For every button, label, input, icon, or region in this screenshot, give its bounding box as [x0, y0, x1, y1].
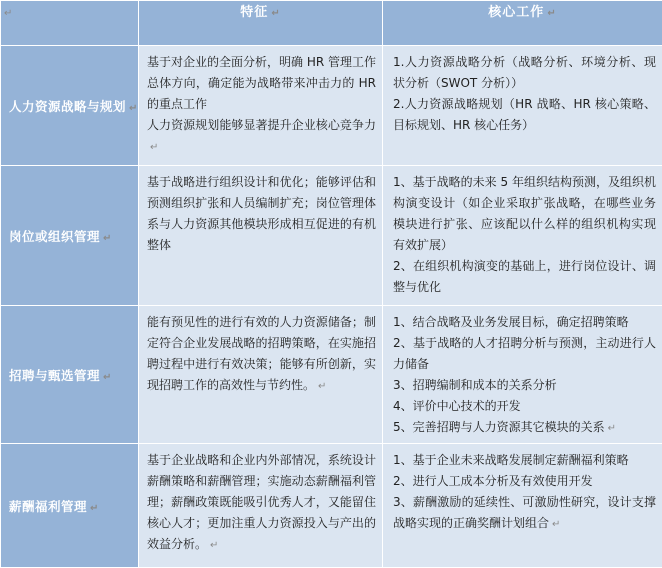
header-corner-cell	[1, 1, 139, 46]
work-item: 2、进行人工成本分析及有效使用开发	[393, 471, 656, 492]
work-item: 2、基于战略的人才招聘分析与预测，主动进行人力储备	[393, 333, 656, 375]
header-row	[1, 1, 662, 46]
header-work-label: 核心工作	[488, 5, 544, 20]
header-features-label: 特征	[240, 5, 268, 20]
work-item: 4、评价中心技术的开发	[393, 396, 656, 417]
features-cell	[139, 444, 383, 568]
work-item: 1、基于战略的未来 5 年组织结构预测，及组织机构演变设计（如企业采取扩张战略，在哪些业务模块进行扩张、应该配以什么样的组织机构实现有效扩展）	[393, 172, 656, 256]
row-title: 岗位或组织管理	[9, 229, 100, 244]
paragraph-mark: ↵	[103, 372, 112, 383]
paragraph-mark: ↵	[103, 233, 112, 244]
paragraph-mark: ↵	[271, 8, 280, 19]
work-item: 2、在组织机构演变的基础上，进行岗位设计、调整与优化	[393, 256, 656, 298]
paragraph-mark: ↵	[547, 8, 556, 19]
header-features-cell	[139, 1, 383, 46]
paragraph-mark: ↵	[552, 519, 560, 530]
row-title-cell	[1, 444, 139, 568]
work-cell	[383, 306, 662, 444]
paragraph-mark: ↵	[608, 423, 616, 434]
feature-text: 基于战略进行组织设计和优化；能够评估和预测组织扩张和人员编制扩充；岗位管理体系与人力资源其他模块形成相互促进的有机整体	[147, 172, 376, 256]
features-cell	[139, 166, 383, 306]
work-item: 1、基于企业未来战略发展制定薪酬福利策略	[393, 450, 656, 471]
paragraph-mark: ↵	[210, 540, 218, 551]
work-item: 5、完善招聘与人力资源其它模块的关系 ↵	[393, 417, 656, 439]
paragraph-mark: ↵	[129, 103, 138, 114]
row-title-cell	[1, 166, 139, 306]
work-item: 3、薪酬激励的延续性、可激励性研究，设计支撑战略实现的正确奖酬计划组合 ↵	[393, 492, 656, 535]
row-title: 人力资源战略与规划	[9, 99, 126, 114]
table-row	[1, 46, 662, 166]
row-title: 招聘与甄选管理	[9, 368, 100, 383]
feature-text: 能有预见性的进行有效的人力资源储备；制定符合企业发展战略的招聘策略，在实施招聘过程中进行有效决策；能够有所创新，实现招聘工作的高效性与节约性。 ↵	[147, 312, 376, 397]
row-title-cell	[1, 306, 139, 444]
feature-text: 基于对企业的全面分析，明确 HR 管理工作总体方向，确定能为战略带来冲击力的 HR 的重点工作	[147, 52, 376, 115]
row-title: 薪酬福利管理	[9, 499, 87, 514]
work-cell	[383, 166, 662, 306]
work-item: 2.人力资源战略规划（HR 战略、HR 核心策略、目标规划、HR 核心任务）	[393, 94, 656, 136]
table-row	[1, 306, 662, 444]
paragraph-mark: ↵	[4, 8, 12, 19]
work-item: 3、招聘编制和成本的关系分析	[393, 375, 656, 396]
work-cell	[383, 46, 662, 166]
table-row	[1, 166, 662, 306]
paragraph-mark: ↵	[318, 381, 326, 392]
paragraph-mark: ↵	[90, 503, 99, 514]
work-item: 1.人力资源战略分析（战略分析、环境分析、现状分析（SWOT 分析））	[393, 52, 656, 94]
paragraph-mark: ↵	[150, 142, 158, 153]
header-work-cell	[383, 1, 662, 46]
table-row	[1, 444, 662, 568]
work-item: 1、结合战略及业务发展目标，确定招聘策略	[393, 312, 656, 333]
feature-text: 基于企业战略和企业内外部情况，系统设计薪酬策略和薪酬管理；实施动态薪酬福利管理；薪酬政策既能吸引优秀人才，又能留住核心人才；更加注重人力资源投入与产出的效益分析。 ↵	[147, 450, 376, 556]
feature-text: 人力资源规划能够显著提升企业核心竞争力↵	[147, 115, 376, 158]
features-cell	[139, 306, 383, 444]
work-cell	[383, 444, 662, 568]
features-cell	[139, 46, 383, 166]
row-title-cell	[1, 46, 139, 166]
